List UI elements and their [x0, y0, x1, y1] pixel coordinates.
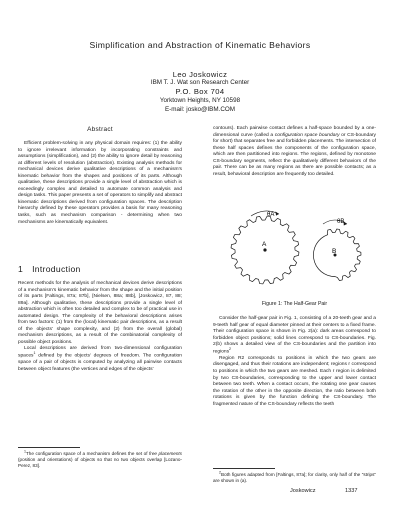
footnote-ref-2: 2: [229, 346, 232, 351]
page-number: 1337: [345, 488, 358, 494]
intro-p2-end: defined by the objects' degrees of freedom. The configuration space of a pair of objects is computed by analyzing all pairwise contacts between object features (the vertices and edges of the objects': [18, 353, 182, 372]
right-p2-text: Consider the half-gear pair in Fig. 1, consisting of a 20-teeth gear and a 9-teeth half gear of equal diameter pinned at their centers to a fixed frame. Their configuration space is shown in Fig. 2(a): dark areas correspond to forbidden object positions; solid lines correspond to CS-boundaries. Fig. 2(b) shows a detailed view of the CS-boundaries and the partition into regions: [213, 316, 376, 355]
author-organization: IBM T. J. Wat son Research Center: [150, 79, 250, 86]
author-name: Leo Joskowicz: [172, 70, 228, 79]
right-paragraph-3: Region R2 corresponds to positions in which the two gears are disengaged, and thus their rotations are independent; regions r correspond to positions in which the two gears are meshed. Each r region is delimited by two CS-boundaries, corresponding to the upper and lower contact between two teeth. When a contact occurs, the rotating one gear causes the rotation of the other in the opposite direction, the ratio between both rotations is given by the function defining the CS-boundary. The fragmented nature of the CS-boundary reflects the teeth: [213, 355, 376, 407]
footnote-1-text-b: (position and orientations) of objects so that no two objects overlap [Lozano-Perez, 83].: [18, 457, 182, 469]
paper-title: Simplification and Abstraction of Kinematic Behaviors: [89, 40, 311, 50]
abstract-text: Efficient problem-solving in any physical domain requires: (1) the ability to ignore irrelevant information by incorporating constraints and assumptions (simplification), and (2) the ability to ignore detail by reasoning at different levels of resolution (abstraction). Existing analysis methods for mechanical devices derive qualitative descriptions of a mechanism's kinematic behavior from the shapes and positions of its parts. Although qualitative, these descriptions provide a single level of abstraction which is exceedingly complex and detailed to automate common analysis and design tasks. This paper presents a set of operators to simplify and abstract kinematic descriptions derived from configuration spaces. The description hierarchy defined by these operators provides a basis for many reasoning tasks, such as mechanism comparison - determining when two mechanisms are kinematically equivalent.: [18, 141, 182, 225]
footer-author: Joskowicz: [290, 488, 316, 494]
intro-paragraph-1: Recent methods for the analysis of mechanical devices derive descriptions of a mechanism's kinematic behavior from the shape and the initial position of its parts [Faltings, 87a; 87b], [Nielsen, 88a; 88b], [Joskowicz, 87, 88; 89a]. Although qualitative, these descriptions provide a single level of abstraction which is often too detailed and complex to be of practical use in automated design. The complexity of the behavioral descriptions arises from two factors: (1) from the (local) kinematic pair descriptions, as a result of the objects' shape complexity, and (2) from the overall (global) mechanism descriptions, as a result of the combinatorial complexity of possible object positions.: [18, 281, 182, 345]
right-paragraph-1: [213, 126, 376, 178]
theta-a-label: θA: [267, 212, 275, 218]
right-p1-em: configuration space boundary: [274, 132, 340, 138]
footnote-1-mark: 1: [24, 449, 26, 454]
footnote-rule-right: [213, 468, 275, 469]
footnote-1-text-a: The configuration space of a mechanism defines the set of: [26, 451, 150, 456]
right-column-bottom: [213, 316, 376, 408]
author-pobox: P.O. Box 704: [175, 87, 225, 96]
right-column-top: [213, 126, 376, 178]
intro-p2-start: Local descriptions are derived from two-dimensional configuration spaces: [18, 346, 182, 359]
rotation-arrow-a: [251, 211, 279, 216]
right-p1-b: or CS-boundary for short) that separates free and forbidden placements. The intersection of these half spaces defines the components of the configuration space, which are then partitioned into regions. The regions, defined by monotone CS-boundary segments, reflect the qualitatively different behaviors of the pair. There can be as many regions as there are possible contacts; as a result, behavioral description are frequently too detailed.: [213, 132, 376, 177]
footnote-2-mark: 2: [219, 470, 221, 475]
half-gear-figure: [213, 199, 376, 299]
gear-b: [313, 229, 361, 281]
gear-a: [231, 216, 299, 284]
section-title: Introduction: [32, 264, 81, 274]
section-number: 1: [18, 264, 24, 274]
footnote-2-text: Both figures adapted from [Faltings, 87a]; for clarity, only half of the "strips" are shown in (a).: [213, 472, 376, 484]
gear-a-label: A: [262, 241, 267, 248]
abstract-heading: Abstract: [87, 126, 113, 133]
footnote-1: [18, 451, 182, 469]
footnote-1-emphasis: free placements: [149, 451, 182, 456]
figure-caption: Figure 1: The Half-Gear Pair: [261, 301, 328, 307]
footnote-ref-1: 1: [33, 351, 36, 356]
abstract-body: [18, 141, 182, 226]
footnote-rule-left: [18, 447, 80, 448]
right-p1-a: contours). Each pairwise contact defines a half-space bounded by a one-dimensional curve (called a: [213, 126, 376, 138]
intro-paragraph-2: [18, 346, 182, 373]
right-paragraph-2: [213, 316, 376, 356]
theta-b-label: θB: [337, 219, 345, 225]
author-city: Yorktown Heights, NY 10598: [159, 97, 241, 104]
introduction-body: [18, 281, 182, 373]
footnote-2: [213, 472, 376, 484]
author-email: E-mail: josko@IBM.COM: [164, 106, 236, 113]
gear-b-label: B: [332, 248, 337, 255]
section-heading: [18, 264, 90, 274]
